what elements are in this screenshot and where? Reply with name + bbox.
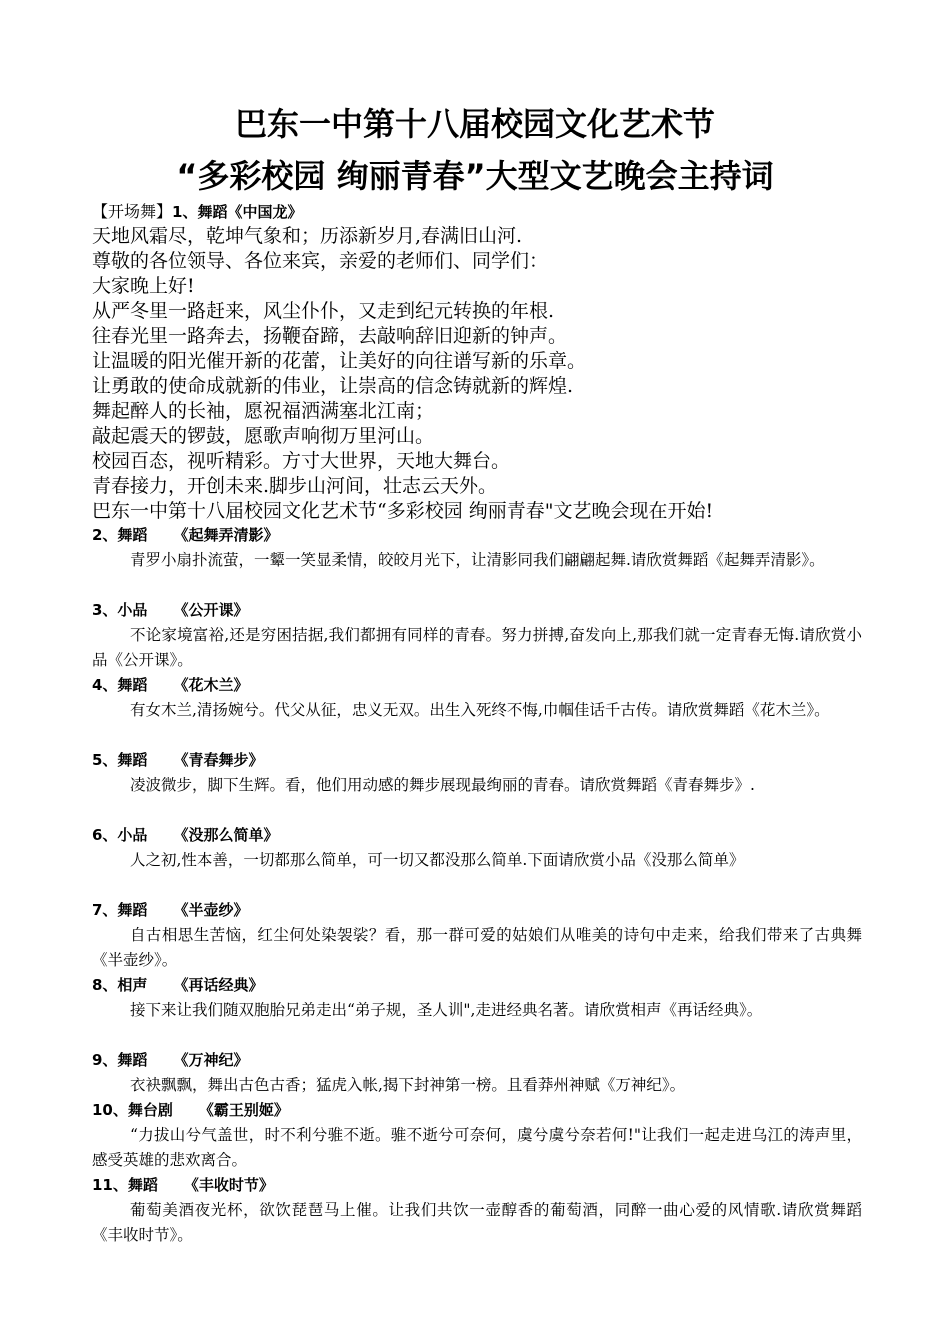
program-intro: 葡萄美酒夜光杯，欲饮琵琶马上催。让我们共饮一壶醇香的葡萄酒，同醉一曲心爱的风情歌.请欣赏舞蹈《丰收时节》。 (92, 1201, 862, 1244)
program-section (92, 1100, 862, 1173)
program-name: 《霸王别姬》 (198, 1101, 289, 1119)
opening-line: 敲起震天的锣鼓，愿歌声响彻万里河山。 (92, 425, 435, 447)
opening-line: 青春接力，开创未来.脚步山河间，壮志云天外。 (92, 475, 498, 497)
program-intro: 人之初,性本善，一切都那么简单，可一切又都没那么简单.下面请欣赏小品《没那么简单》 (130, 851, 745, 869)
program-intro: 有女木兰,清扬婉兮。代父从征，忠义无双。出生入死终不悔,巾帼佳话千古传。请欣赏舞蹈《花木兰》。 (130, 701, 830, 719)
program-number: 6、小品 (92, 826, 148, 844)
program-name: 《半壶纱》 (173, 901, 249, 919)
program-name: 《没那么简单》 (173, 826, 279, 844)
program-number: 9、舞蹈 (92, 1051, 148, 1069)
program-name: 《青春舞步》 (173, 751, 264, 769)
program-name: 《花木兰》 (173, 676, 249, 694)
program-heading (92, 975, 862, 995)
opening-line: 校园百态，视听精彩。方寸大世界，天地大舞台。 (92, 450, 511, 472)
program-heading (92, 825, 862, 845)
program-intro: “力拔山兮气盖世，时不利兮骓不逝。骓不逝兮可奈何，虞兮虞兮奈若何!"让我们一起走进乌江的涛声里，感受英雄的悲欢离合。 (92, 1126, 862, 1169)
program-name: 《万神纪》 (173, 1051, 249, 1069)
program-intro: 自古相思生苦恼，红尘何处染袈裟？看，那一群可爱的姑娘们从唯美的诗句中走来，给我们带来了古典舞《半壶纱》。 (92, 926, 862, 969)
program-number: 10、舞台剧 (92, 1101, 173, 1119)
program-section (92, 1050, 862, 1098)
program-section (92, 750, 862, 798)
opening-line: 尊敬的各位领导、各位来宾，亲爱的老师们、同学们： (92, 250, 549, 272)
program-heading (92, 600, 862, 620)
program-name: 《公开课》 (173, 601, 249, 619)
opening-line: 舞起醉人的长袖，愿祝福洒满塞北江南； (92, 400, 435, 422)
opening-line: 天地风霜尽，乾坤气象和；历添新岁月,春满旧山河. (92, 225, 523, 247)
program-number: 11、舞蹈 (92, 1176, 158, 1194)
program-name: 《再话经典》 (173, 976, 264, 994)
opening-program: 1、舞蹈《中国龙》 (172, 203, 303, 221)
opening-line: 巴东一中第十八届校园文化艺术节“多彩校园 绚丽青春"文艺晚会现在开始! (92, 500, 714, 522)
program-intro: 衣袂飘飘，舞出古色古香；猛虎入帐,揭下封神第一榜。且看莽州神赋《万神纪》。 (130, 1076, 686, 1094)
opening-line: 往春光里一路奔去，扬鞭奋蹄，去敲响辞旧迎新的钟声。 (92, 325, 568, 347)
program-number: 5、舞蹈 (92, 751, 148, 769)
program-intro: 凌波微步，脚下生辉。看，他们用动感的舞步展现最绚丽的青春。请欣赏舞蹈《青春舞步》. (130, 776, 755, 794)
program-section (92, 975, 862, 1023)
program-heading (92, 1175, 862, 1195)
opening-tag: 【开场舞】 (92, 202, 173, 221)
document-title-line-2: “多彩校园 绚丽青春”大型文艺晚会主持词 (176, 157, 774, 195)
program-number: 8、相声 (92, 976, 148, 994)
program-section (92, 600, 862, 673)
program-heading (92, 1050, 862, 1070)
program-heading (92, 900, 862, 920)
program-heading (92, 750, 862, 770)
opening-line: 大家晚上好! (92, 275, 195, 297)
program-section (92, 900, 862, 973)
document-title-line-1: 巴东一中第十八届校园文化艺术节 (234, 105, 715, 143)
program-intro: 接下来让我们随双胞胎兄弟走出“弟子规，圣人训",走进经典名著。请欣赏相声《再话经典》。 (130, 1001, 763, 1019)
program-name: 《起舞弄清影》 (173, 526, 279, 544)
program-number: 4、舞蹈 (92, 676, 148, 694)
program-section (92, 825, 862, 873)
opening-line: 从严冬里一路赶来，风尘仆仆，又走到纪元转换的年根. (92, 300, 555, 322)
opening-line: 让勇敢的使命成就新的伟业，让崇高的信念铸就新的辉煌. (92, 375, 574, 397)
program-intro: 不论家境富裕,还是穷困拮据,我们都拥有同样的青春。努力拼搏,奋发向上,那我们就一定青春无悔.请欣赏小品《公开课》。 (92, 626, 862, 669)
program-heading (92, 525, 862, 545)
program-intro: 青罗小扇扑流萤，一颦一笑显柔情，皎皎月光下，让清影同我们翩翩起舞.请欣赏舞蹈《起舞弄清影》。 (130, 551, 825, 569)
program-heading (92, 1100, 862, 1120)
program-section (92, 525, 862, 573)
program-number: 2、舞蹈 (92, 526, 148, 544)
program-heading (92, 675, 862, 695)
opening-heading (92, 202, 302, 222)
program-name: 《丰收时节》 (183, 1176, 274, 1194)
program-number: 3、小品 (92, 601, 148, 619)
program-section (92, 1175, 862, 1248)
opening-line: 让温暖的阳光催开新的花蕾，让美好的向往谱写新的乐章。 (92, 350, 587, 372)
program-number: 7、舞蹈 (92, 901, 148, 919)
program-section (92, 675, 862, 723)
